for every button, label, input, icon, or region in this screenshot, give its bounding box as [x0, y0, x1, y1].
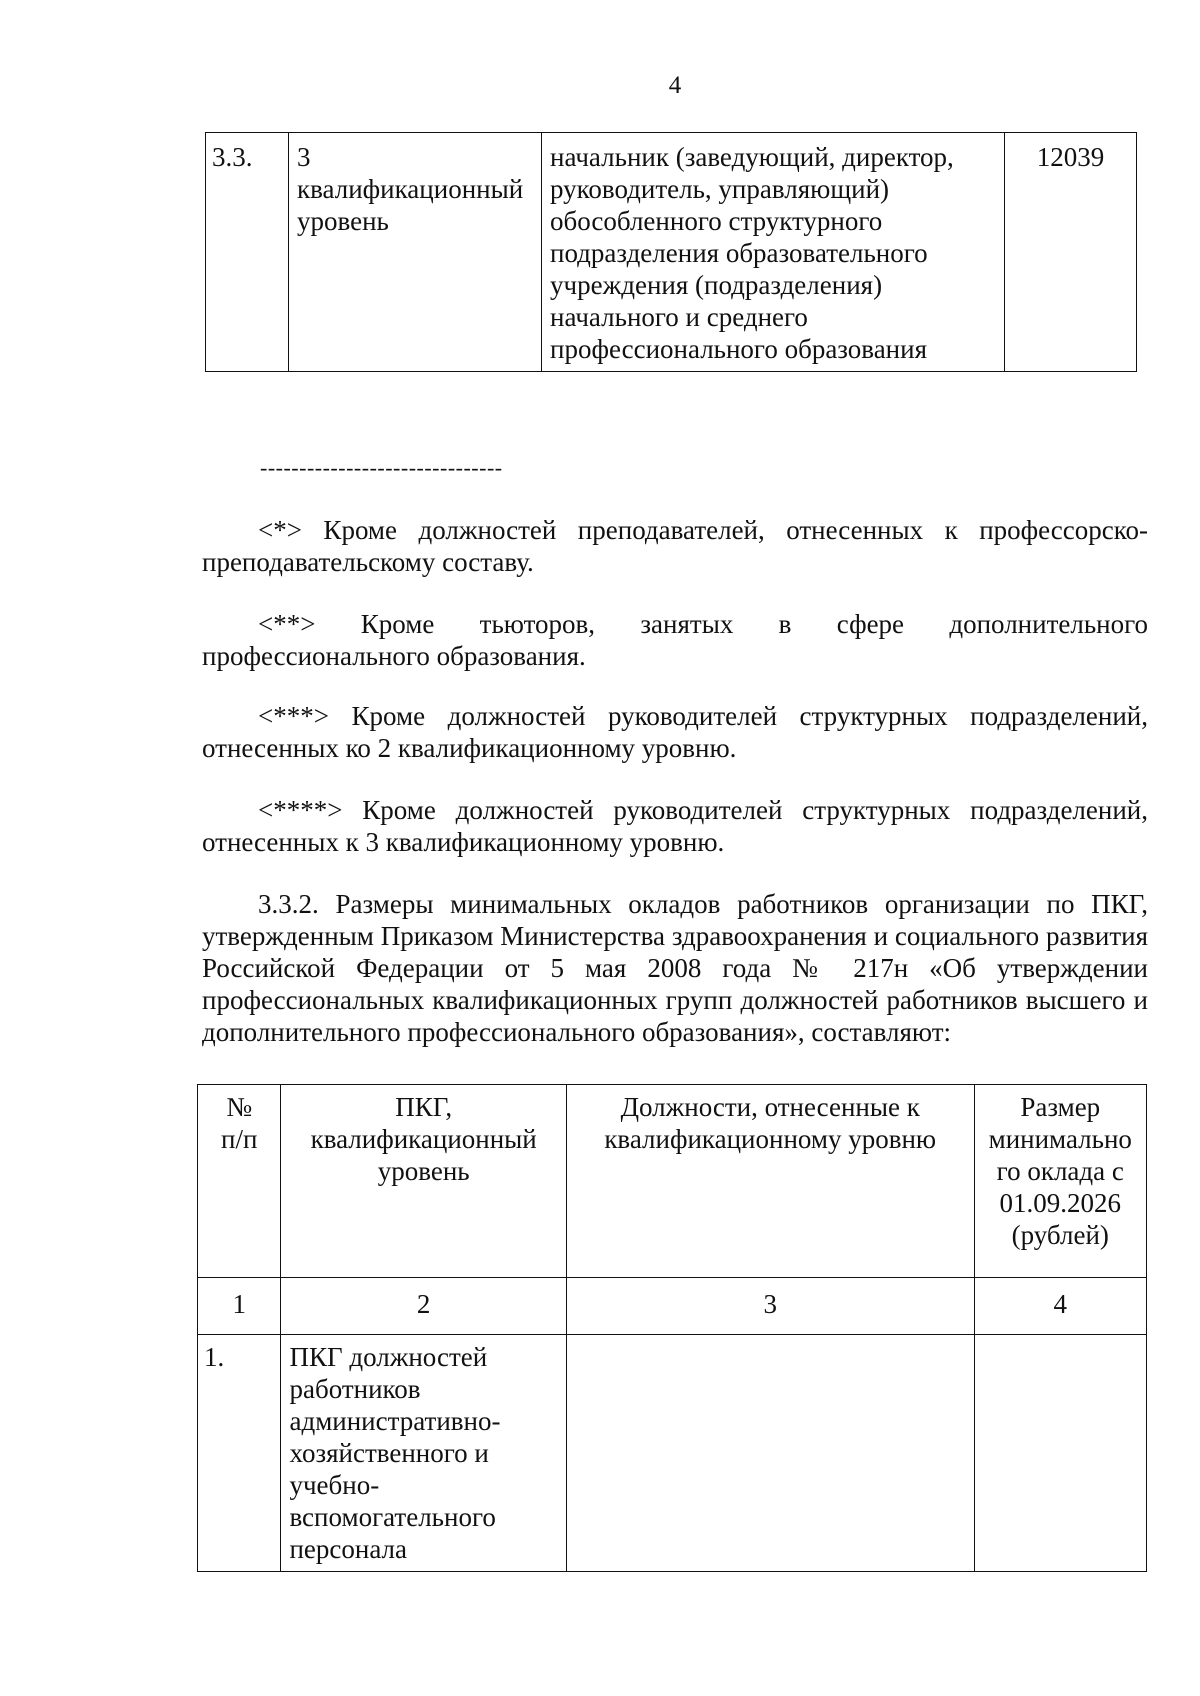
pkg-line: работников: [289, 1374, 421, 1404]
header-salary: [974, 1085, 1146, 1278]
pkg-line: учебно-: [289, 1470, 380, 1500]
column-number: 4: [974, 1278, 1146, 1335]
salary-cell: [974, 1335, 1146, 1572]
level-line: квалификационный: [297, 174, 524, 204]
header-line: Должности, отнесенные к: [620, 1092, 920, 1122]
column-number: 3: [566, 1278, 974, 1335]
footnote-separator: -------------------------------: [260, 455, 503, 480]
header-line: го оклада с: [996, 1156, 1124, 1186]
header-line: уровень: [377, 1156, 470, 1186]
header-positions: [566, 1085, 974, 1278]
section-paragraph: 3.3.2. Размеры минимальных окладов работников организации по ПКГ, утвержденным Приказом Министерства здравоохранения и социального развития Российской Федерации от 5 мая 2008 года № 217н «Об утверждении профессиональных квалификационных групп должностей работников высшего и дополнительного профессионального образования», составляют:: [202, 889, 1148, 1047]
position-line: профессионального образования: [550, 334, 927, 364]
column-number: 1: [198, 1278, 281, 1335]
positions-table-continued: [205, 132, 1137, 372]
header-line: ПКГ,: [395, 1092, 453, 1122]
page-number: 4: [668, 72, 682, 99]
header-line: квалификационному уровню: [604, 1124, 937, 1154]
pkg-line: вспомогательного: [289, 1502, 496, 1532]
position-line: подразделения образовательного: [550, 238, 928, 268]
row-number: 3.3.: [206, 133, 289, 372]
header-line: (рублей): [1011, 1220, 1109, 1250]
table-header-row: [198, 1085, 1147, 1278]
level-line: уровень: [297, 206, 389, 236]
level-line: 3: [297, 142, 311, 172]
salary-value: 12039: [1005, 133, 1137, 372]
positions-cell: [566, 1335, 974, 1572]
column-numbers-row: [198, 1278, 1147, 1335]
pkg-name: [281, 1335, 566, 1572]
header-line: №: [226, 1092, 253, 1122]
table-row: [206, 133, 1137, 372]
header-line: Размер: [1020, 1092, 1101, 1122]
salary-table: [197, 1084, 1147, 1572]
header-pkg: [281, 1085, 566, 1278]
pkg-line: персонала: [289, 1534, 408, 1564]
row-number: 1.: [198, 1335, 281, 1572]
pkg-line: хозяйственного и: [289, 1438, 489, 1468]
header-number: [198, 1085, 281, 1278]
header-line: минимально: [988, 1124, 1132, 1154]
position-line: начальник (заведующий, директор,: [550, 142, 954, 172]
table-row: [198, 1335, 1147, 1572]
footnote-2: <**> Кроме тьюторов, занятых в сфере дополнительного профессионального образования.: [202, 609, 1148, 671]
header-line: квалификационный: [310, 1124, 537, 1154]
header-line: 01.09.2026: [999, 1188, 1122, 1218]
position-title: [542, 133, 1005, 372]
pkg-line: ПКГ должностей: [289, 1342, 488, 1372]
header-line: п/п: [221, 1124, 258, 1154]
footnote-4: <****> Кроме должностей руководителей структурных подразделений, отнесенных к 3 квалификационному уровню.: [202, 795, 1148, 857]
pkg-line: административно-: [289, 1406, 501, 1436]
column-number: 2: [281, 1278, 566, 1335]
position-line: начального и среднего: [550, 302, 808, 332]
footnote-1: <*> Кроме должностей преподавателей, отнесенных к профессорско-преподавательскому составу.: [202, 515, 1148, 577]
qualification-level: [289, 133, 542, 372]
position-line: руководитель, управляющий): [550, 174, 890, 204]
position-line: учреждения (подразделения): [550, 270, 883, 300]
footnote-3: <***> Кроме должностей руководителей структурных подразделений, отнесенных ко 2 квалификационному уровню.: [202, 701, 1148, 763]
position-line: обособленного структурного: [550, 206, 883, 236]
